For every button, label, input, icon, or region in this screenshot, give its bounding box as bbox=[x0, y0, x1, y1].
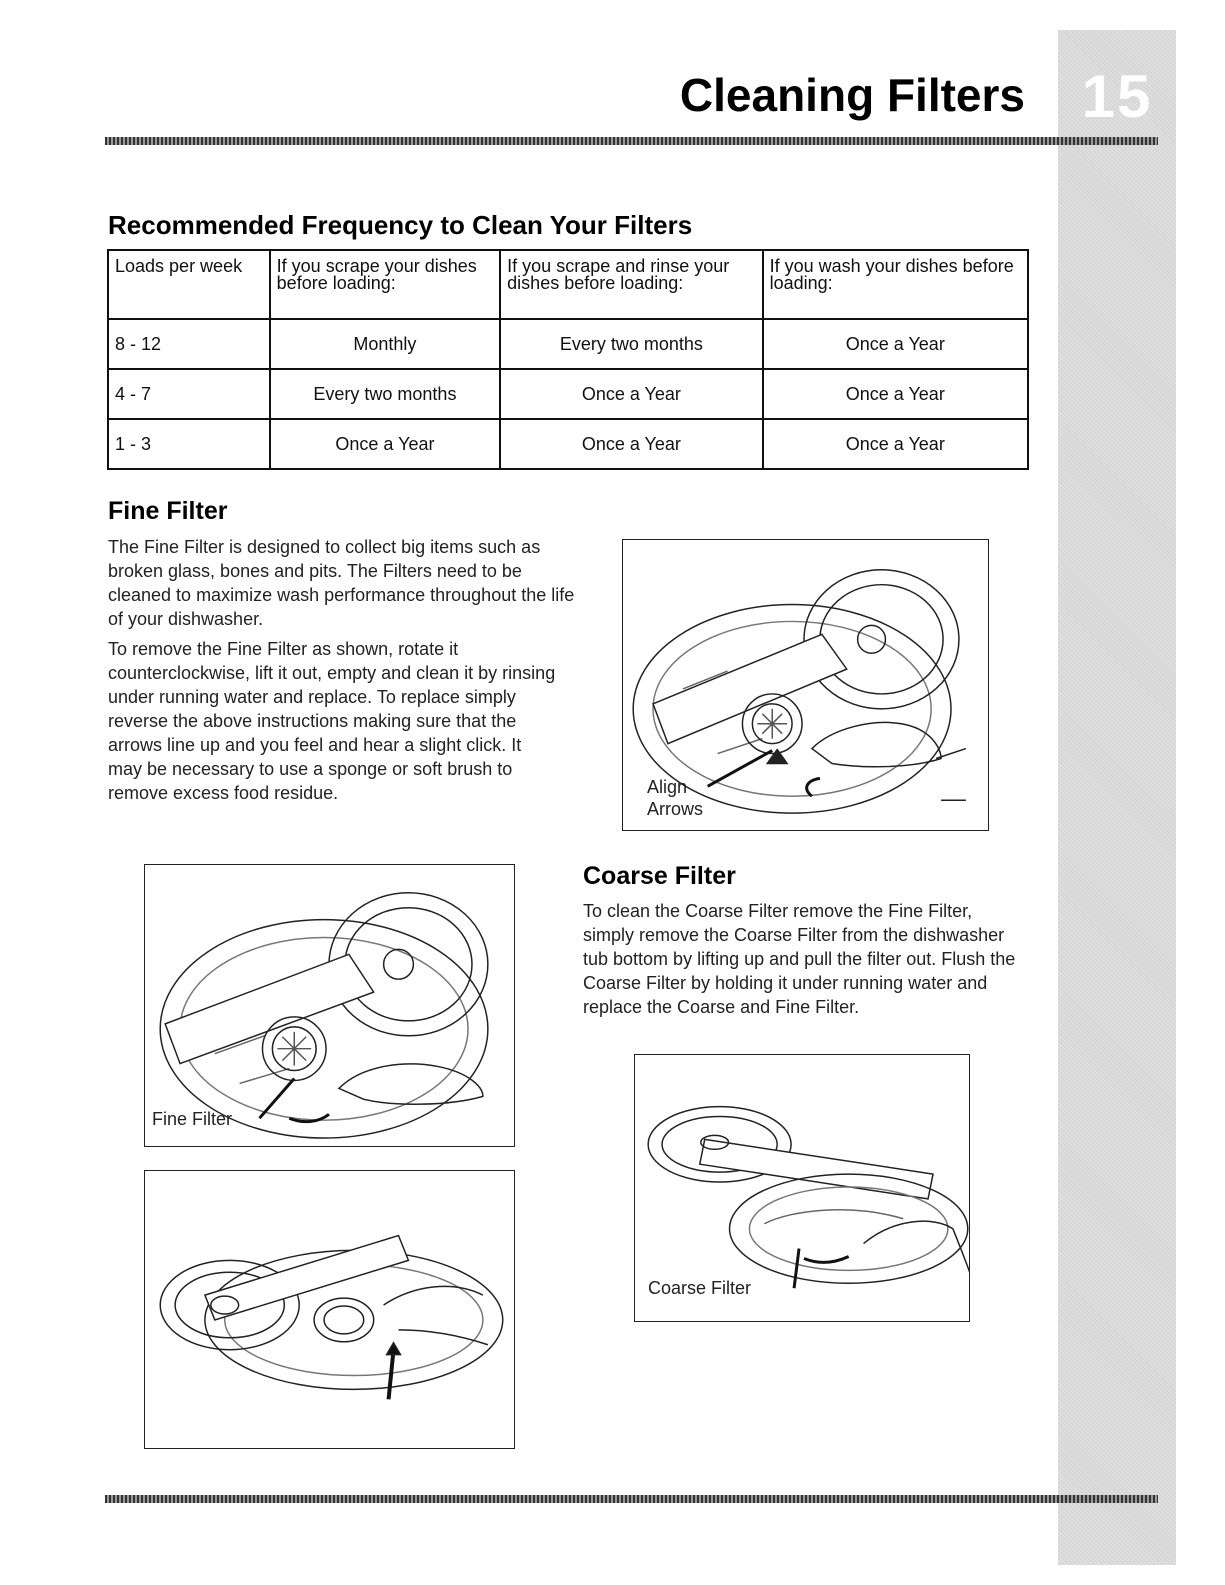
table-cell: Once a Year bbox=[763, 419, 1028, 469]
fine-filter-instructions: To remove the Fine Filter as shown, rotate it counterclockwise, lift it out, empty and clean it by rinsing under running water and replace. To replace simply reverse the above instructions making sure that the arrows line up and you feel and hear a slight click. It may be necessary to use a sponge or soft brush to remove excess food residue. bbox=[108, 639, 556, 803]
filter-illustration-drawing bbox=[145, 865, 514, 1146]
fine-filter-heading: Fine Filter bbox=[108, 497, 228, 525]
coarse-filter-label: Coarse Filter bbox=[648, 1278, 752, 1298]
table-cell: Once a Year bbox=[500, 369, 762, 419]
align-arrows-illustration bbox=[622, 539, 989, 831]
align-arrows-label bbox=[647, 776, 703, 820]
table-row bbox=[108, 319, 1028, 369]
table-cell: Once a Year bbox=[270, 419, 501, 469]
table-cell: Once a Year bbox=[763, 319, 1028, 369]
table-row bbox=[108, 369, 1028, 419]
table-cell: 1 - 3 bbox=[108, 419, 270, 469]
fine-filter-paragraph: The Fine Filter is designed to collect big items such as broken glass, bones and pits. The Filters need to be cleaned to maximize wash performance throughout the life of your dishwasher. bbox=[108, 537, 575, 629]
column-header: If you wash your dishes before loading: bbox=[763, 250, 1028, 319]
coarse-filter-illustration bbox=[634, 1054, 970, 1322]
table-cell: Once a Year bbox=[500, 419, 762, 469]
fine-filter-label: Fine Filter bbox=[152, 1109, 233, 1129]
table-cell: Every two months bbox=[270, 369, 501, 419]
column-header: Loads per week bbox=[108, 250, 270, 319]
top-rule bbox=[105, 137, 1158, 145]
table-cell: Once a Year bbox=[763, 369, 1028, 419]
table-cell: Every two months bbox=[500, 319, 762, 369]
side-strip bbox=[1058, 30, 1176, 1565]
filter-illustration-drawing bbox=[145, 1171, 514, 1448]
table-cell: Monthly bbox=[270, 319, 501, 369]
page-title: Cleaning Filters bbox=[679, 69, 1025, 121]
column-header: If you scrape your dishes before loading: bbox=[270, 250, 501, 319]
align-label-line2: Arrows bbox=[647, 799, 704, 819]
table-cell: 8 - 12 bbox=[108, 319, 270, 369]
fine-filter-illustration bbox=[144, 864, 515, 1147]
page-number: 15 bbox=[1081, 63, 1153, 130]
table-row bbox=[108, 419, 1028, 469]
coarse-filter-heading: Coarse Filter bbox=[583, 862, 736, 890]
column-header: If you scrape and rinse your dishes before loading: bbox=[500, 250, 762, 319]
bottom-rule bbox=[105, 1495, 1158, 1503]
coarse-filter-paragraph: To clean the Coarse Filter remove the Fine Filter, simply remove the Coarse Filter from the dishwasher tub bottom by lifting up and pull the filter out. Flush the Coarse Filter by holding it under running water and replace the Coarse and Fine Filter. bbox=[583, 901, 1016, 1017]
align-label-line1: Align bbox=[647, 777, 688, 797]
table-cell: 4 - 7 bbox=[108, 369, 270, 419]
filter-removal-illustration bbox=[144, 1170, 515, 1449]
frequency-heading: Recommended Frequency to Clean Your Filters bbox=[108, 210, 693, 240]
table-header-row bbox=[108, 250, 1028, 319]
frequency-table bbox=[107, 249, 1029, 470]
